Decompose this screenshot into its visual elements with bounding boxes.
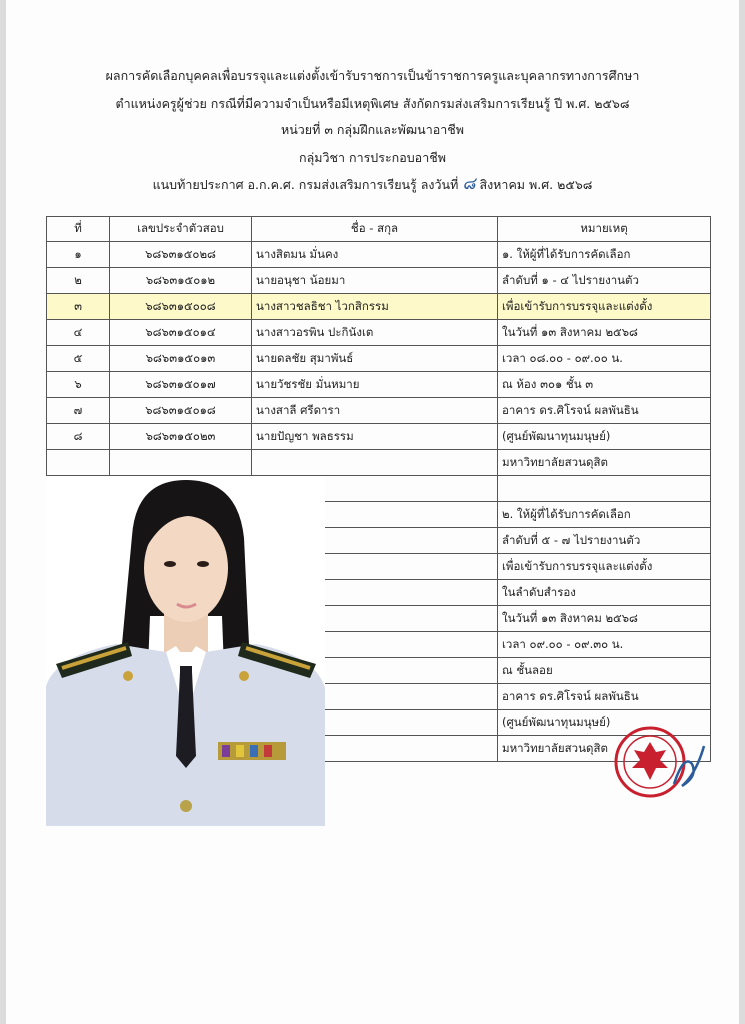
row-number: ๗ <box>47 398 110 424</box>
candidate-name: นายอนุชา น้อยมา <box>252 268 498 294</box>
remark: เวลา ๐๙.๐๐ - ๐๙.๓๐ น. <box>498 632 711 658</box>
header-exam-id: เลขประจำตัวสอบ <box>110 217 252 242</box>
remark: มหาวิทยาลัยสวนดุสิต <box>498 450 711 476</box>
row-number: ๘ <box>47 424 110 450</box>
remark: (ศูนย์พัฒนาทุนมนุษย์) <box>498 710 711 736</box>
remark: ณ ชั้นลอย <box>498 658 711 684</box>
header-name: ชื่อ - สกุล <box>252 217 498 242</box>
table-row <box>47 294 711 320</box>
table-row <box>47 268 711 294</box>
announcement-suffix: สิงหาคม พ.ศ. ๒๕๖๘ <box>479 177 593 192</box>
remark: ในวันที่ ๑๓ สิงหาคม ๒๕๖๘ <box>498 606 711 632</box>
table-row <box>47 372 711 398</box>
remark: มหาวิทยาลัยสวนดุสิต <box>498 736 711 762</box>
remark: ๑. ให้ผู้ที่ได้รับการคัดเลือก <box>498 242 711 268</box>
remark: ณ ห้อง ๓๐๑ ชั้น ๓ <box>498 372 711 398</box>
header-line-4: กลุ่มวิชา การประกอบอาชีพ <box>299 150 446 165</box>
row-number: ๓ <box>47 294 110 320</box>
remark: อาคาร ดร.ศิโรจน์ ผลพันธิน <box>498 398 711 424</box>
candidate-name: นางสาลี ศรีดารา <box>252 398 498 424</box>
candidate-name <box>252 450 498 476</box>
exam-id: ๖๘๖๓๑๕๐๑๔ <box>110 320 252 346</box>
row-number: ๕ <box>47 346 110 372</box>
header-line-3: หน่วยที่ ๓ กลุ่มฝึกและพัฒนาอาชีพ <box>281 122 464 137</box>
seal-illustration <box>612 724 710 800</box>
candidate-name: นางสาวชลธิชา ไวกสิกรรม <box>252 294 498 320</box>
table-row <box>47 424 711 450</box>
remark <box>498 476 711 502</box>
row-number: ๒ <box>47 268 110 294</box>
exam-id: ๖๘๖๓๑๕๐๒๘ <box>110 242 252 268</box>
announcement-prefix: แนบท้ายประกาศ อ.ก.ค.ศ. กรมส่งเสริมการเรียนรู้ ลงวันที่ <box>152 177 459 192</box>
table-row <box>47 242 711 268</box>
remark: เวลา ๐๘.๐๐ - ๐๙.๐๐ น. <box>498 346 711 372</box>
candidate-name: นายดลชัย สุมาพันธ์ <box>252 346 498 372</box>
header-line-2: ตำแหน่งครูผู้ช่วย กรณีที่มีความจำเป็นหรือมีเหตุพิเศษ สังกัดกรมส่งเสริมการเรียนรู้ ปี พ.ศ. ๒๕๖๘ <box>115 96 630 111</box>
row-number: ๔ <box>47 320 110 346</box>
row-number <box>47 450 110 476</box>
candidate-name: นายปัญชา พลธรรม <box>252 424 498 450</box>
remark: ลำดับที่ ๑ - ๔ ไปรายงานตัว <box>498 268 711 294</box>
table-row <box>47 450 711 476</box>
remark: เพื่อเข้ารับการบรรจุและแต่งตั้ง <box>498 294 711 320</box>
candidate-name: นางสิตมน มั่นคง <box>252 242 498 268</box>
remark: เพื่อเข้ารับการบรรจุและแต่งตั้ง <box>498 554 711 580</box>
remark: ในวันที่ ๑๓ สิงหาคม ๒๕๖๘ <box>498 320 711 346</box>
header-line-5 <box>0 170 745 197</box>
header-no: ที่ <box>47 217 110 242</box>
portrait-illustration <box>46 476 325 826</box>
candidate-name: นายวัชรชัย มั่นหมาย <box>252 372 498 398</box>
exam-id: ๖๘๖๓๑๕๐๑๘ <box>110 398 252 424</box>
row-number: ๑ <box>47 242 110 268</box>
remark: ลำดับที่ ๕ - ๗ ไปรายงานตัว <box>498 528 711 554</box>
table-row <box>47 320 711 346</box>
remark: (ศูนย์พัฒนาทุนมนุษย์) <box>498 424 711 450</box>
table-row <box>47 398 711 424</box>
exam-id <box>110 450 252 476</box>
exam-id: ๖๘๖๓๑๕๐๒๓ <box>110 424 252 450</box>
portrait-photo <box>46 476 325 826</box>
remark: ๒. ให้ผู้ที่ได้รับการคัดเลือก <box>498 502 711 528</box>
table-row <box>47 346 711 372</box>
exam-id: ๖๘๖๓๑๕๐๑๒ <box>110 268 252 294</box>
row-number: ๖ <box>47 372 110 398</box>
header-line-1: ผลการคัดเลือกบุคคลเพื่อบรรจุและแต่งตั้งเข้ารับราชการเป็นข้าราชการครูและบุคลากรทางการศึกษา <box>105 68 640 83</box>
exam-id: ๖๘๖๓๑๕๐๐๘ <box>110 294 252 320</box>
exam-id: ๖๘๖๓๑๕๐๑๓ <box>110 346 252 372</box>
table-header-row <box>47 217 711 242</box>
exam-id: ๖๘๖๓๑๕๐๑๗ <box>110 372 252 398</box>
official-seal-signature <box>612 724 710 800</box>
remark: ในลำดับสำรอง <box>498 580 711 606</box>
handwritten-day: ๘ <box>462 174 476 194</box>
header-remarks: หมายเหตุ <box>498 217 711 242</box>
remark: อาคาร ดร.ศิโรจน์ ผลพันธิน <box>498 684 711 710</box>
candidate-name: นางสาวอรพิน ปะกินังเต <box>252 320 498 346</box>
